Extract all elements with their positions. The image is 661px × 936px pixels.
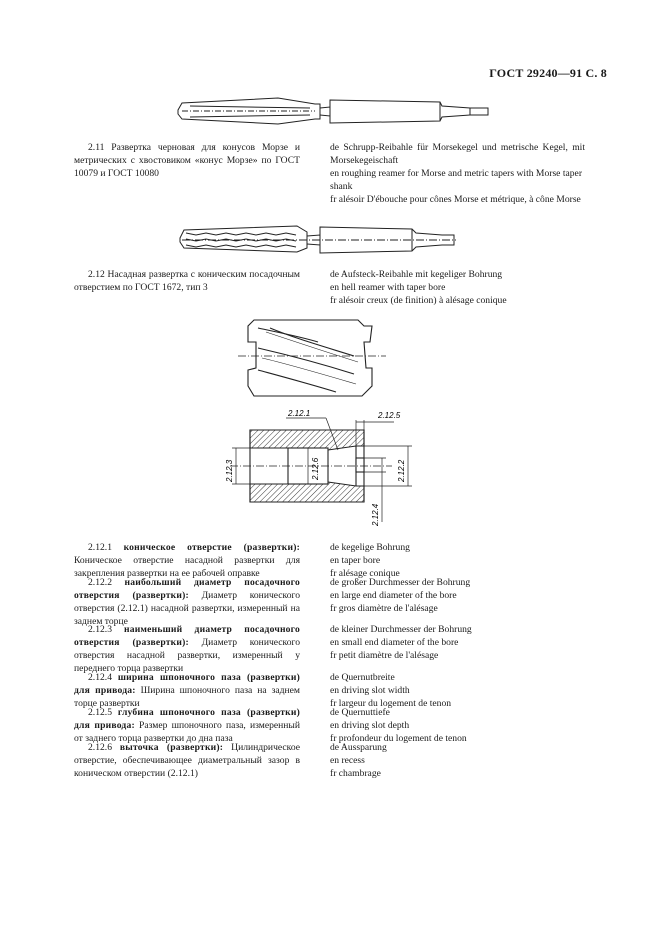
page-header: ГОСТ 29240—91 С. 8 [489, 66, 607, 80]
term-2-12-6 [74, 741, 300, 780]
term-2-12-5-translations [330, 706, 585, 745]
term-2-12-2-fr: fr gros diamètre de l'alésage [330, 603, 438, 614]
term-2-12-1-fr: fr alésage conique [330, 568, 400, 579]
term-2-12-3-translations [330, 623, 585, 662]
term-2-12-6-name: выточка (развертки): [119, 742, 224, 753]
term-2-12-6-text: Цилиндрическое отверстие, обеспечивающее диаметральный зазор в коническом отверстии (2.12.1) [74, 742, 300, 779]
term-2-12-en: en hell reamer with taper bore [330, 282, 446, 293]
term-2-12-3 [74, 623, 300, 675]
label-2-12-2: 2.12.2 [397, 459, 406, 482]
term-2-12-1-name: коническое отверстие (развертки): [123, 542, 300, 553]
term-2-12-4-translations [330, 671, 585, 710]
label-2-12-6: 2.12.6 [311, 457, 320, 480]
term-2-12-4-de: de Quernutbreite [330, 672, 395, 683]
term-2-12-1 [74, 541, 300, 580]
label-2-12-4: 2.12.4 [371, 503, 380, 526]
term-2-12-2-de: de großer Durchmesser der Bohrung [330, 577, 471, 588]
term-2-12-2-translations [330, 576, 585, 615]
term-2-12-3-name: наименьший диаметр посадочного отверстия (развертки): [74, 624, 300, 648]
term-2-12-3-num: 2.12.3 [88, 624, 112, 635]
term-2-11-ru: 2.11 Развертка черновая для конусов Морзе и метрических с хвостовиком «конус Морзе» по ГОСТ 10079 и ГОСТ 10080 [74, 142, 300, 179]
term-2-12-4 [74, 671, 300, 710]
term-2-12-5 [74, 706, 300, 745]
term-2-11-de: de Schrupp-Reibahle für Morsekegel und metrische Kegel, mit Morsekegeischaft [330, 142, 585, 166]
term-2-12-1-translations [330, 541, 585, 580]
term-2-12-de: de Aufsteck-Reibahle mit kegeliger Bohrung [330, 269, 503, 280]
term-2-12-1-num: 2.12.1 [88, 542, 112, 553]
term-2-12-4-fr: fr largeur du logement de tenon [330, 698, 452, 709]
shell-reamer-side-view [236, 312, 391, 402]
term-2-12-3-fr: fr petit diamètre de l'alésage [330, 650, 439, 661]
term-2-12-2-name: наибольший диаметр посадочного отверстия (развертки): [74, 577, 300, 601]
term-2-12-5-de: de Quernuttiefe [330, 707, 390, 718]
term-2-12-1-de: de kegelige Bohrung [330, 542, 410, 553]
term-2-11-translations [330, 141, 585, 206]
term-2-12-6-fr: fr chambrage [330, 768, 381, 779]
term-2-12-4-num: 2.12.4 [88, 672, 112, 683]
term-2-12-5-fr: fr profondeur du logement de tenon [330, 733, 467, 744]
term-2-11-fr: fr alésoir D'ébouche pour cônes Morse et métrique, à cône Morse [330, 194, 581, 205]
term-2-12-2-en: en large end diameter of the bore [330, 590, 457, 601]
reamer-with-flutes-figure [172, 218, 462, 262]
shell-reamer-section [216, 404, 426, 534]
term-2-12-5-num: 2.12.5 [88, 707, 112, 718]
term-2-12-1-text: Коническое отверстие насадной развертки для закрепления развертки на ее рабочей оправке [74, 555, 300, 579]
term-2-12-6-de: de Aussparung [330, 742, 387, 753]
term-2-12-2 [74, 576, 300, 628]
label-2-12-5: 2.12.5 [378, 411, 401, 420]
term-2-12-translations [330, 268, 585, 307]
term-2-12-4-text: Ширина шпоночного паза на заднем торце развертки [74, 685, 300, 709]
term-2-12-3-de: de kleiner Durchmesser der Bohrung [330, 624, 472, 635]
term-2-12-3-en: en small end diameter of the bore [330, 637, 459, 648]
term-2-12-fr: fr alésoir creux (de finition) à alésage conique [330, 295, 507, 306]
label-2-12-3: 2.12.3 [225, 459, 234, 482]
term-2-12-5-text: Размер шпоночного паза, измеренный от заднего торца развертки до дна паза [74, 720, 300, 744]
term-2-11-en: en roughing reamer for Morse and metric tapers with Morse taper shank [330, 168, 583, 192]
term-2-12-6-translations [330, 741, 585, 780]
term-2-12-2-text: Диаметр конического отверстия (2.12.1) насадной развертки, измеренный на заднем торце [74, 590, 300, 627]
term-2-12-1-en: en taper bore [330, 555, 381, 566]
label-2-12-1: 2.12.1 [288, 409, 311, 418]
term-2-12-3-text: Диаметр конического отверстия насадной развертки, измеренный у переднего торца развертки [74, 637, 300, 674]
roughing-reamer-figure [170, 92, 495, 132]
term-2-12-6-en: en recess [330, 755, 365, 766]
term-2-12-6-num: 2.12.6 [88, 742, 112, 753]
term-2-12-4-name: ширина шпоночного паза (развертки) для привода: [74, 672, 300, 696]
term-2-12-5-name: глубина шпоночного паза (развертки) для привода: [74, 707, 301, 731]
term-2-12-2-num: 2.12.2 [88, 577, 112, 588]
term-2-12-ru: 2.12 Насадная развертка с коническим посадочным отверстием по ГОСТ 1672, тип 3 [74, 269, 300, 293]
term-2-12-4-en: en driving slot width [330, 685, 410, 696]
term-2-12-5-en: en driving slot depth [330, 720, 410, 731]
